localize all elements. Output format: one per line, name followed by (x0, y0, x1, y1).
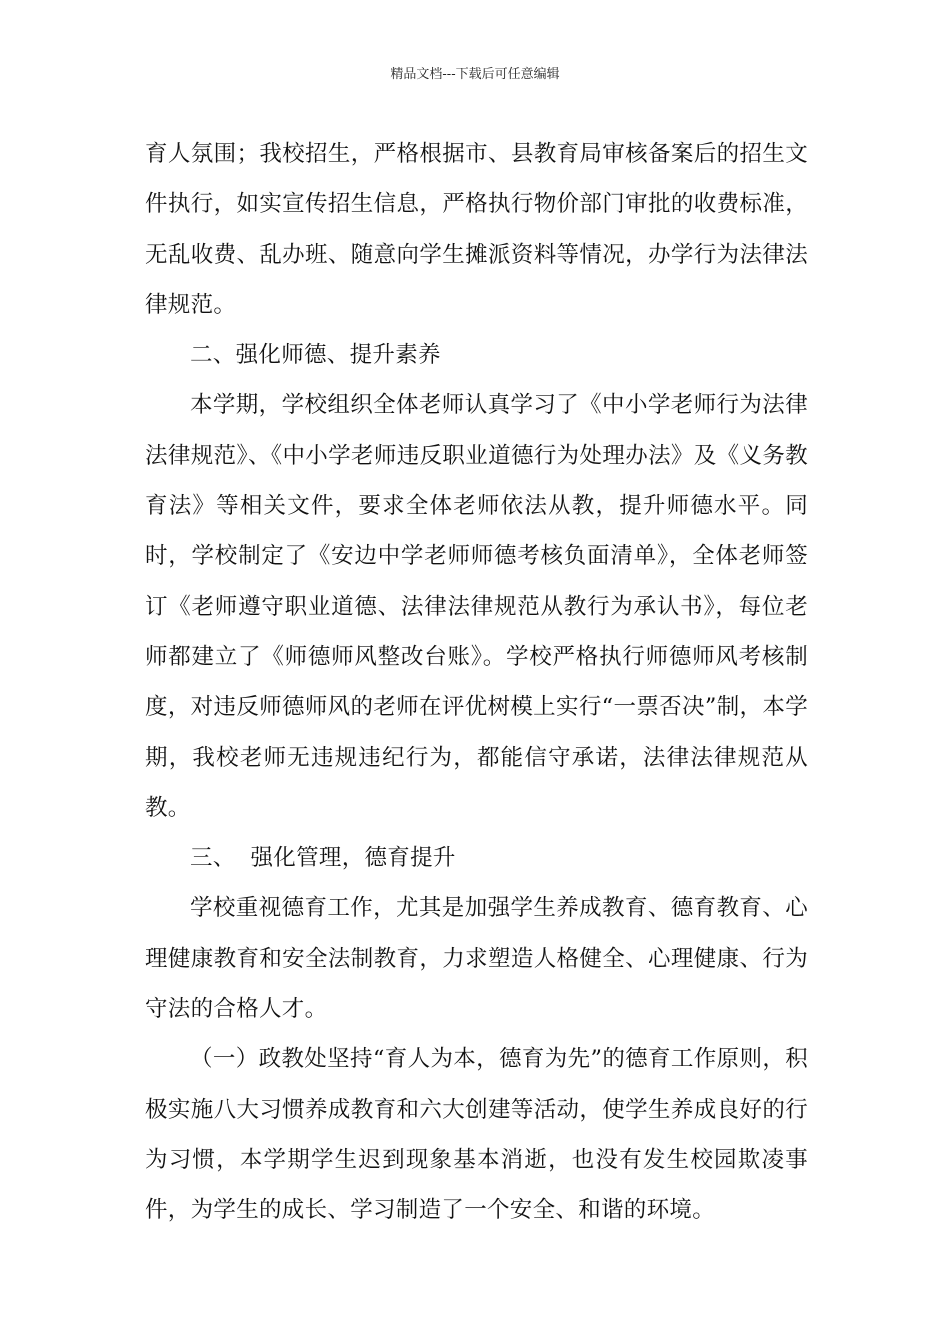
section-heading-2: 二、强化师德、提升素养 (190, 342, 441, 369)
paragraph-subsection-1: （一）政教处坚持“育人为本，德育为先”的德育工作原则，积极实施八大习惯养成教育和六大创建等活动，使学生养成良好的行为习惯，本学期学生迟到现象基本消逝，也没有发生校园欺凌事件，为学生的成长、学习制造了一个安全、和谐的环境。 (145, 1046, 808, 1224)
document-body (145, 129, 808, 1236)
paragraph-moral-education: 学校重视德育工作，尤其是加强学生养成教育、德育教育、心理健康教育和安全法制教育，力求塑造人格健全、心理健康、行为守法的合格人才。 (145, 895, 808, 1023)
page-header: 精品文档---下载后可任意编辑 (390, 67, 560, 82)
section-heading-3: 三、 强化管理，德育提升 (190, 845, 456, 872)
paragraph-teacher-ethics: 本学期，学校组织全体老师认真学习了《中小学老师行为法律法律规范》、《中小学老师违反职业道德行为处理办法》及《义务教育法》等相关文件，要求全体老师依法从教，提升师德水平。同时，学校制定了《安边中学老师师德考核负面清单》，全体老师签订《老师遵守职业道德、法律法律规范从教行为承认书》，每位老师都建立了《师德师风整改台账》。学校严格执行师德师风考核制度，对违反师德师风的老师在评优树模上实行“一票否决”制，本学期，我校老师无违规违纪行为，都能信守承诺，法律法律规范从教。 (145, 392, 808, 821)
paragraph-continued: 育人氛围；我校招生，严格根据市、县教育局审核备案后的招生文件执行，如实宣传招生信息，严格执行物价部门审批的收费标准，无乱收费、乱办班、随意向学生摊派资料等情况，办学行为法律法律规范。 (145, 141, 808, 318)
